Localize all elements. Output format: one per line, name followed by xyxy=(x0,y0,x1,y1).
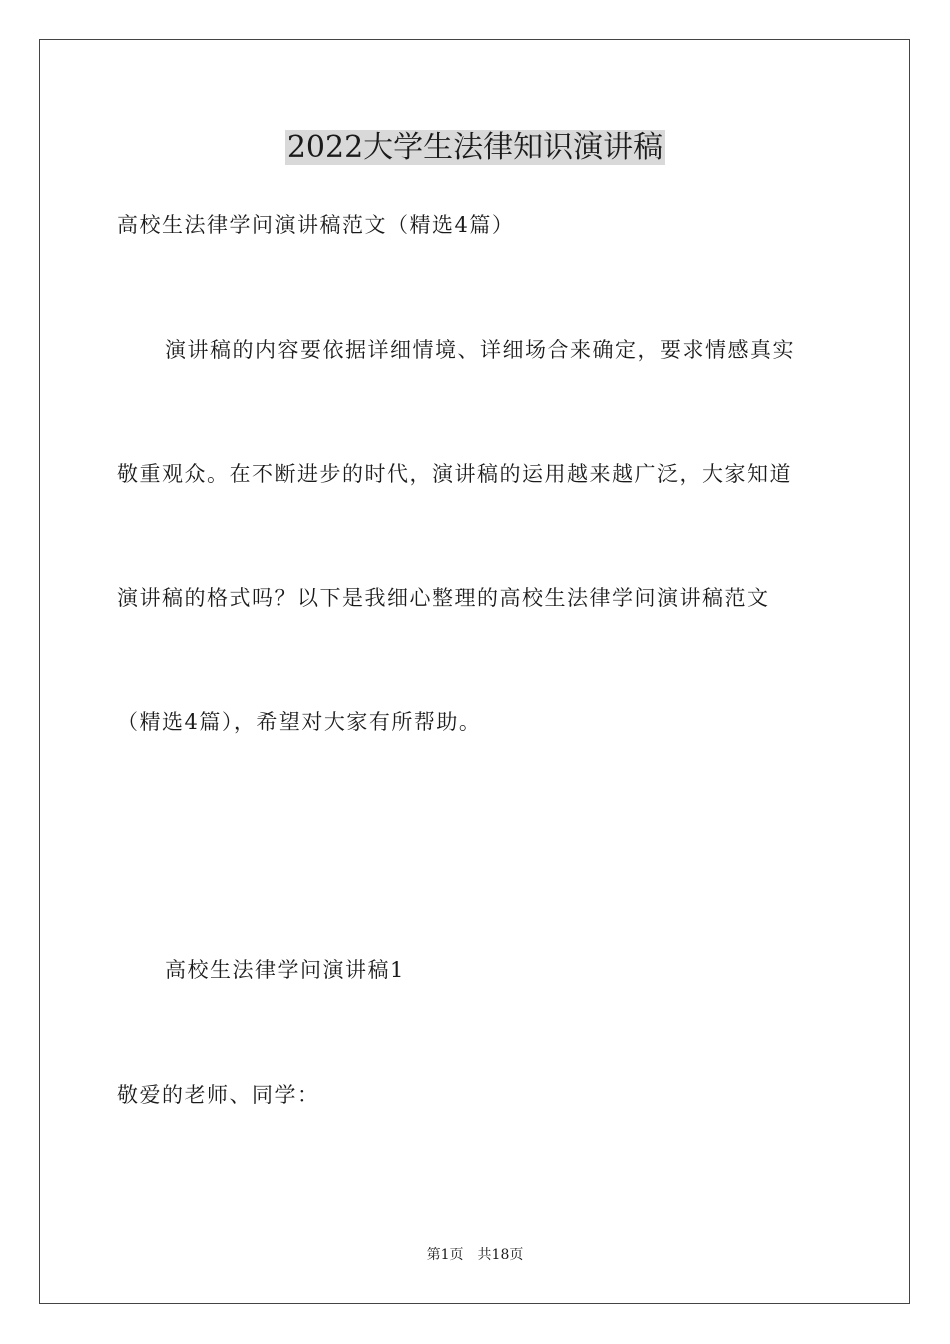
subtitle: 高校生法律学问演讲稿范文（精选4篇） xyxy=(117,213,515,237)
intro-line-2: 敬重观众。在不断进步的时代，演讲稿的运用越来越广泛，大家知道 xyxy=(117,462,792,486)
page-footer xyxy=(0,1245,950,1265)
section-heading: 高校生法律学问演讲稿1 xyxy=(165,958,405,982)
page-number: 第1页 xyxy=(426,1247,464,1263)
page-total: 共18页 xyxy=(477,1247,524,1263)
title-text: 2022大学生法律知识演讲稿 xyxy=(286,130,664,165)
salutation: 敬爱的老师、同学： xyxy=(117,1083,320,1107)
document-title xyxy=(0,126,950,170)
intro-line-4: （精选4篇），希望对大家有所帮助。 xyxy=(117,710,482,734)
intro-line-1: 演讲稿的内容要依据详细情境、详细场合来确定，要求情感真实 xyxy=(165,338,795,362)
intro-line-3: 演讲稿的格式吗？以下是我细心整理的高校生法律学问演讲稿范文 xyxy=(117,586,770,610)
